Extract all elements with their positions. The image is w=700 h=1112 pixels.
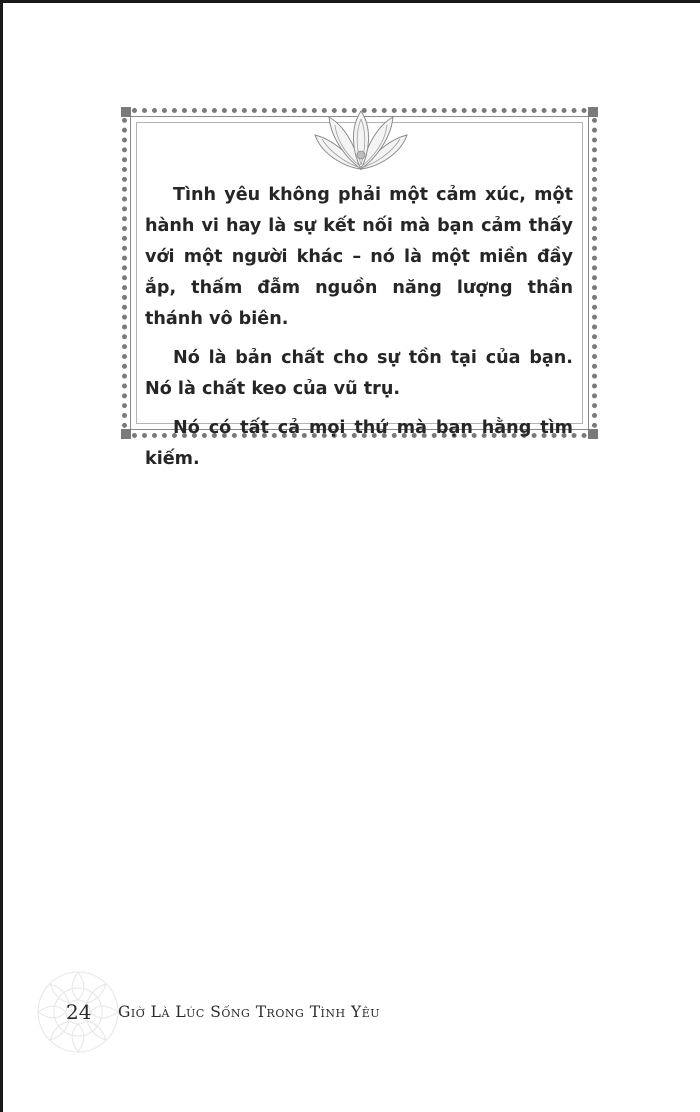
frame-corner-ornament <box>121 429 131 439</box>
quote-paragraph: Nó có tất cả mọi thứ mà bạn hằng tìm kiếm. <box>145 418 573 469</box>
page-edge-top <box>0 0 700 3</box>
running-title: Giờ Là Lúc Sống Trong Tình Yêu <box>118 1003 381 1021</box>
page-edge-left <box>0 0 3 1112</box>
quote-text <box>145 180 573 483</box>
page-number: 24 <box>66 1000 92 1024</box>
frame-corner-ornament <box>588 429 598 439</box>
quote-paragraph: Nó là bản chất cho sự tồn tại của bạn. Nó là chất keo của vũ trụ. <box>145 348 573 399</box>
quote-paragraph: Tình yêu không phải một cảm xúc, một hành vi hay là sự kết nối mà bạn cảm thấy với một người khác – nó là một miền đầy ắp, thấm đẫm nguồn năng lượng thần thánh vô biên. <box>145 185 573 329</box>
lotus-mandala-icon <box>313 109 409 171</box>
frame-corner-ornament <box>121 107 131 117</box>
frame-corner-ornament <box>588 107 598 117</box>
